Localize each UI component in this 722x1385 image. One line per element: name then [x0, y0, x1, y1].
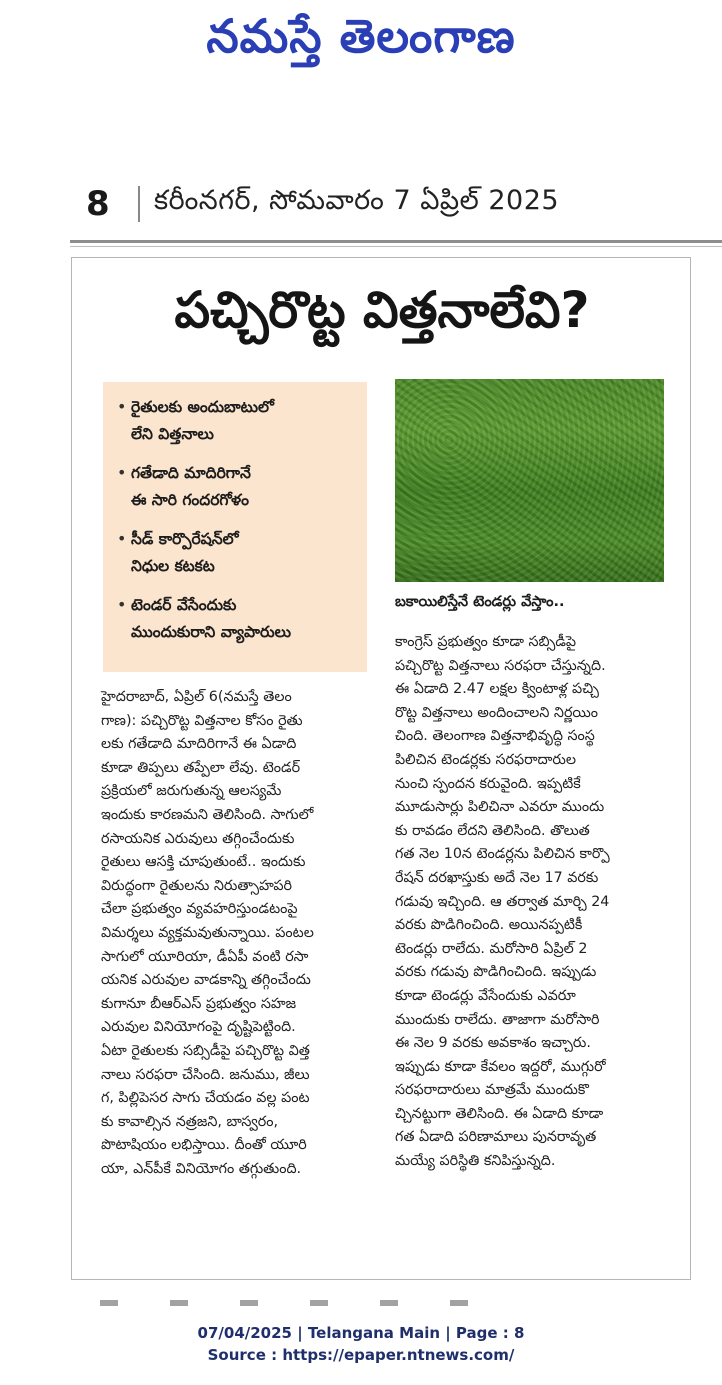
epaper-footer — [0, 1322, 722, 1366]
bullet-icon: • — [117, 463, 127, 482]
page-divider — [138, 186, 140, 222]
header-rule — [70, 240, 722, 243]
crop-field-photo — [395, 379, 664, 582]
cut-off-next-article — [100, 1300, 480, 1306]
bullet-icon: • — [117, 397, 127, 416]
highlight-text: టెండర్ వేసేందుకు ముందుకురాని వ్యాపారులు — [131, 596, 291, 641]
footer-issue-line: 07/04/2025 | Telangana Main | Page : 8 — [197, 1324, 525, 1342]
footer-source-link[interactable]: Source : https://epaper.ntnews.com/ — [207, 1346, 515, 1364]
newspaper-masthead: నమస్తే తెలంగాణ — [206, 9, 516, 63]
highlight-item — [117, 394, 359, 448]
photo-caption: బకాయిలిస్తేనే టెండర్లు వేస్తాం.. — [395, 594, 565, 610]
page-header-bar — [86, 182, 559, 226]
highlight-item — [117, 460, 359, 514]
bullet-icon: • — [117, 529, 127, 548]
highlight-item — [117, 526, 359, 580]
header-rule-thin — [70, 246, 722, 247]
article-headline: పచ్చిరొట్ట విత్తనాలేవి? — [174, 281, 590, 339]
highlight-text: రైతులకు అందుబాటులో లేని విత్తనాలు — [131, 398, 274, 443]
dateline: కరీంనగర్, సోమవారం 7 ఏప్రిల్ 2025 — [154, 185, 560, 216]
article-column-right: కాంగ్రెస్ ప్రభుత్వం కూడా సబ్సిడీపై పచ్చిరొట్ట విత్తనాలు సరఫరా చేస్తున్నది. ఈ ఏడాది 2.47 లక్షల క్వింటాళ్ల పచ్చి రొట్ట విత్తనాలు అందించాలని నిర్ణయిం చింది. తెలంగాణ విత్తనాభివృద్ధి సంస్థ పిలిచిన టెండర్లకు సరఫరాదారుల నుంచి స్పందన కరువైంది. ఇప్పటికే మూడుసార్లు పిలిచినా ఎవరూ ముందు కు రావడం లేదని తెలిసింది. తొలుత గత నెల 10న టెండర్లను పిలిచిన కార్పొ రేషన్ దరఖాస్తుకు అదే నెల 17 వరకు గడువు ఇచ్చింది. ఆ తర్వాత మార్చి 24 వరకు పొడిగించింది. అయినప్పటికీ టెండర్లు రాలేదు. మరోసారి ఏప్రిల్ 2 వరకు గడువు పొడిగించింది. ఇప్పుడు కూడా టెండర్లు వేసేందుకు ఎవరూ ముందుకు రాలేదు. తాజాగా మరోసారి ఈ నెల 9 వరకు అవకాశం ఇచ్చారు. ఇప్పుడు కూడా కేవలం ఇద్దరో, ముగ్గురో సరఫరాదారులు మాత్రమే ముందుకొ చ్చినట్టుగా తెలిసింది. ఈ ఏడాది కూడా గత ఏడాది పరిణామాలు పునరావృత మయ్యే పరిస్థితి కనిపిస్తున్నది. — [395, 634, 610, 1170]
article-column-left: హైదరాబాద్, ఏప్రిల్ 6(నమస్తే తెలం గాణ): పచ్చిరొట్ట విత్తనాల కోసం రైతు లకు గతేడాది మాదిరిగానే ఈ ఏడాది కూడా తిప్పలు తప్పేలా లేవు. టెండర్ ప్రక్రియలో జరుగుతున్న ఆలస్యమే ఇందుకు కారణమని తెలిసింది. సాగులో రసాయనిక ఎరువులు తగ్గించేందుకు రైతులు ఆసక్తి చూపుతుంటే.. ఇందుకు విరుద్ధంగా రైతులను నిరుత్సాహపరి చేలా ప్రభుత్వం వ్యవహరిస్తుండటంపై విమర్శలు వ్యక్తమవుతున్నాయి. పంటల సాగులో యూరియా, డీఏపీ వంటి రసా యనిక ఎరువుల వాడకాన్ని తగ్గించేందు కుగానూ బీఆర్‌ఎస్ ప్రభుత్వం సహజ ఎరువుల వినియోగంపై దృష్టిపెట్టింది. ఏటా రైతులకు సబ్సిడీపై పచ్చిరొట్ట విత్త నాలు సరఫరా చేసింది. జనుము, జీలు గ, పిల్లిపెసర సాగు చేయడం వల్ల పంట కు కావాల్సిన నత్రజని, బాస్వరం, పొటాషియం లభిస్తాయి. దీంతో యూరి యా, ఎన్‌పీకే వినియోగం తగ్గుతుంది. — [101, 689, 314, 1177]
highlight-item — [117, 592, 359, 646]
article-box — [71, 257, 691, 1280]
highlight-text: గతేడాది మాదిరిగానే ఈ సారి గందరగోళం — [131, 464, 251, 509]
highlight-text: సీడ్ కార్పొరేషన్‌లో నిధుల కటకట — [131, 530, 239, 575]
bullet-icon: • — [117, 595, 127, 614]
highlights-box — [103, 382, 367, 672]
page-number: 8 — [86, 184, 110, 224]
